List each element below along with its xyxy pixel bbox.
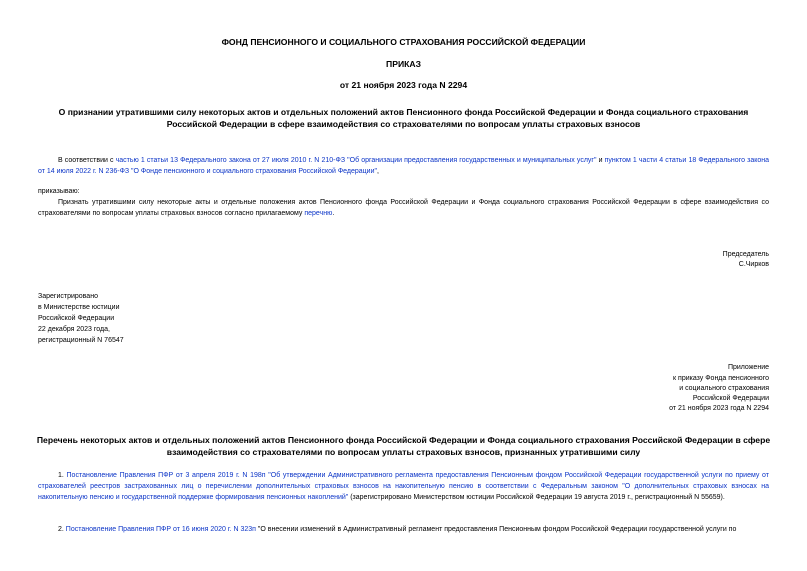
document-date-number: от 21 ноября 2023 года N 2294 <box>339 80 468 90</box>
law-236-fz-link[interactable]: пунктом 1 части 4 статьи 18 Федерального закона от 14 июля 2022 г. N 236-ФЗ "О Фонде пенсионного и социального страхования Российской Федерации" <box>38 157 770 175</box>
order-paragraph <box>38 197 769 219</box>
preamble-text-3: , <box>376 168 379 175</box>
signature-name: С.Чирков <box>738 261 769 268</box>
preamble-text-2: и <box>596 157 605 164</box>
preamble-text-1: В соответствии с <box>58 157 116 164</box>
item-1-link[interactable]: Постановление Правления ПФР от 3 апреля 2019 г. N 198п "Об утверждении Административного регламента предоставления Пенсионным фондом Российской Федерации государственной услуги по приему от страхователей реестров застрахованных лиц о перечислении дополнительных страховых взносов на накопительную пенсию в соответствии с Федеральным законом "О дополнительных страховых взносах на накопительную пенсию и государственной поддержке формирования пенсионных накоплений" <box>38 472 769 501</box>
appendix-line: Российской Федерации <box>692 395 769 402</box>
order-word: приказываю: <box>38 188 80 195</box>
list-link[interactable]: перечню <box>304 210 333 217</box>
registration-line: 22 декабря 2023 года, <box>38 326 110 333</box>
order-text-2: . <box>332 210 335 217</box>
law-210-fz-link[interactable]: частью 1 статьи 13 Федерального закона от 27 июля 2010 г. N 210-ФЗ "Об организации предоставления государственных и муниципальных услуг" <box>115 157 597 164</box>
appendix-line: и социального страхования <box>679 385 769 392</box>
item-2-link[interactable]: Постановление Правления ПФР от 16 июня 2020 г. N 323п <box>65 526 256 533</box>
appendix-line: Приложение <box>727 364 769 371</box>
item-number: 1. <box>58 472 67 479</box>
list-title: Перечень некоторых актов и отдельных положений актов Пенсионного фонда Российской Федерации и Фонда социального страхования Российской Федерации в сфере взаимодействия со страхователями по вопросам уплаты страховых взносов, признанных утратившими силу <box>36 435 771 457</box>
appendix-line: к приказу Фонда пенсионного <box>673 375 769 382</box>
appendix-line: от 21 ноября 2023 года N 2294 <box>669 405 769 412</box>
organization-heading: ФОНД ПЕНСИОННОГО И СОЦИАЛЬНОГО СТРАХОВАНИЯ РОССИЙСКОЙ ФЕДЕРАЦИИ <box>221 37 586 47</box>
registration-line: Российской Федерации <box>38 315 115 322</box>
document-type: ПРИКАЗ <box>386 59 421 69</box>
item-text: (зарегистрировано Министерством юстиции Российской Федерации 19 августа 2019 г., регистрационный N 55659). <box>348 494 725 501</box>
list-item-1 <box>38 470 769 503</box>
list-item-2 <box>38 524 769 535</box>
item-text: "О внесении изменений в Административный регламент предоставления Пенсионным фондом Российской Федерации государственной услуги по <box>255 526 737 533</box>
signature-position: Председатель <box>722 251 769 258</box>
registration-line: в Министерстве юстиции <box>38 304 120 311</box>
registration-line: регистрационный N 76547 <box>38 337 124 344</box>
registration-line: Зарегистрировано <box>38 293 98 300</box>
preamble-paragraph <box>38 155 769 177</box>
order-text-1: Признать утратившими силу некоторые акты и отдельные положения актов Пенсионного фонда Российской Федерации и Фонда социального страхования Российской Федерации в сфере взаимодействия со страхователями по вопросам уплаты страховых взносов согласно прилагаемому <box>38 199 769 217</box>
item-number: 2. <box>58 526 66 533</box>
document-title: О признании утратившими силу некоторых актов и отдельных положений актов Пенсионного фонда Российской Федерации и Фонда социального страхования Российской Федерации в сфере взаимодействия со страхователями по вопросам уплаты страховых взносов <box>58 107 749 129</box>
